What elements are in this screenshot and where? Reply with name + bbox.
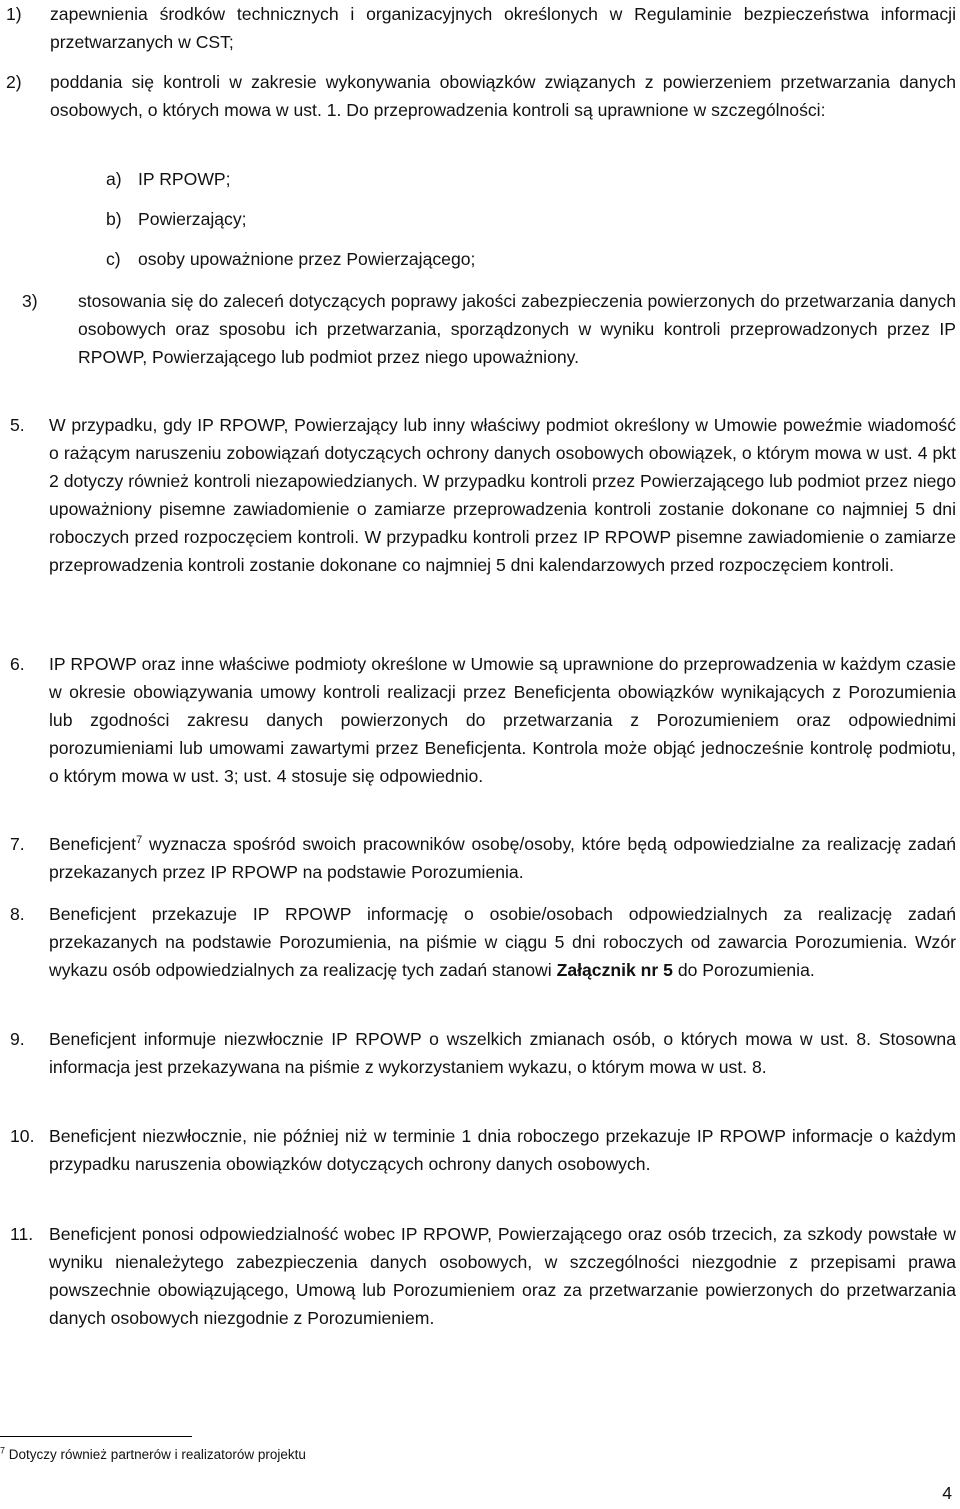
paragraph-number: 8. — [10, 904, 25, 924]
paragraph-8 — [0, 900, 956, 984]
item-text: zapewnienia środków technicznych i organizacyjnych określonych w Regulaminie bezpieczeństwa informacji przetwarzanych w CST; — [50, 4, 956, 52]
paragraph-number: 7. — [10, 834, 25, 854]
item-number: 3) — [22, 291, 38, 311]
footnote-separator — [0, 1436, 192, 1437]
sub-item-text: IP RPOWP; — [138, 169, 231, 189]
paragraph-number: 5. — [10, 415, 25, 435]
sub-item-text: Powierzający; — [138, 209, 247, 229]
text-run: Beneficjent przekazuje IP RPOWP informację o osobie/osobach odpowiedzialnych za realizację zadań przekazanych na podstawie Porozumienia, na piśmie w ciągu 5 dni roboczych od zawarcia Porozumienia. Wzór wykazu osób odpowiedzialnych za realizację tych zadań stanowi — [49, 904, 956, 980]
sub-item-text: osoby upoważnione przez Powierzającego; — [138, 249, 476, 269]
item-number: 2) — [6, 72, 22, 92]
list-item-2 — [0, 68, 956, 124]
paragraph-9 — [0, 1025, 956, 1081]
text-run: Beneficjent — [49, 834, 137, 854]
paragraph-number: 9. — [10, 1029, 25, 1049]
list-item-1 — [0, 0, 956, 56]
paragraph-number: 6. — [10, 654, 25, 674]
sub-item-a — [106, 165, 231, 193]
text-run: do Porozumienia. — [672, 960, 815, 980]
paragraph-text: IP RPOWP oraz inne właściwe podmioty określone w Umowie są uprawnione do przeprowadzenia w każdym czasie w okresie obowiązywania umowy kontroli realizacji przez Beneficjenta obowiązków wynikających z Porozumienia lub zgodności zakresu danych powierzonych do przetwarzania z Porozumieniem oraz odpowiednimi porozumieniami lub umowami zawartymi przez Beneficjenta. Kontrola może objąć jednocześnie kontrolę podmiotu, o którym mowa w ust. 3; ust. 4 stosuje się odpowiednio. — [49, 654, 956, 786]
footnote-marker: 7 — [0, 1445, 6, 1456]
item-number: 1) — [6, 4, 22, 24]
paragraph-6 — [0, 650, 956, 790]
text-run: wyznacza spośród swoich pracowników osobę/osoby, które będą odpowiedzialne za realizację zadań przekazanych przez IP RPOWP na podstawie Porozumienia. — [49, 834, 956, 882]
paragraph-10 — [0, 1122, 956, 1178]
page-number: 4 — [942, 1483, 952, 1503]
sub-item-letter: a) — [106, 169, 122, 189]
footnote-reference[interactable]: 7 — [136, 834, 143, 847]
paragraph-text: Beneficjent informuje niezwłocznie IP RPOWP o wszelkich zmianach osób, o których mowa w ust. 8. Stosowna informacja jest przekazywana na piśmie z wykorzystaniem wykazu, o którym mowa w ust. 8. — [49, 1029, 956, 1077]
sub-item-letter: b) — [106, 209, 122, 229]
paragraph-text: Beneficjent ponosi odpowiedzialność wobec IP RPOWP, Powierzającego oraz osób trzecich, za szkody powstałe w wyniku nienależytego zabezpieczenia danych osobowych, w szczególności niezgodnie z przepisami prawa powszechnie obowiązującego, Umową lub Porozumieniem oraz za przetwarzanie powierzonych do przetwarzania danych osobowych niezgodnie z Porozumieniem. — [49, 1224, 956, 1328]
paragraph-text — [0, 830, 956, 886]
paragraph-text — [0, 900, 956, 984]
paragraph-number: 11. — [10, 1224, 34, 1244]
sub-item-letter: c) — [106, 249, 121, 269]
footnote-text: Dotyczy również partnerów i realizatorów projektu — [8, 1447, 306, 1462]
attachment-reference: Załącznik nr 5 — [556, 960, 673, 980]
paragraph-11 — [0, 1220, 956, 1332]
footnote — [0, 1446, 306, 1464]
sub-item-b — [106, 205, 247, 233]
sub-item-c — [106, 245, 475, 273]
paragraph-5 — [0, 411, 956, 579]
paragraph-text: W przypadku, gdy IP RPOWP, Powierzający lub inny właściwy podmiot określony w Umowie poweźmie wiadomość o rażącym naruszeniu zobowiązań dotyczących ochrony danych osobowych obowiązek, o którym mowa w ust. 4 pkt 2 dotyczy również kontroli niezapowiedzianych. W przypadku kontroli przez Powierzającego lub podmiot przez niego upoważniony pisemne zawiadomienie o zamiarze przeprowadzenia kontroli zostanie dokonane co najmniej 5 dni roboczych przed rozpoczęciem kontroli. W przypadku kontroli przez IP RPOWP pisemne zawiadomienie o zamiarze przeprowadzenia kontroli zostanie dokonane co najmniej 5 dni kalendarzowych przed rozpoczęciem kontroli. — [49, 415, 956, 575]
paragraph-number: 10. — [10, 1126, 35, 1146]
item-text: poddania się kontroli w zakresie wykonywania obowiązków związanych z powierzeniem przetwarzania danych osobowych, o których mowa w ust. 1. Do przeprowadzenia kontroli są uprawnione w szczególności: — [50, 72, 956, 120]
paragraph-7 — [0, 830, 956, 886]
list-item-3 — [0, 287, 956, 371]
paragraph-text: Beneficjent niezwłocznie, nie później niż w terminie 1 dnia roboczego przekazuje IP RPOWP informacje o każdym przypadku naruszenia obowiązków dotyczących ochrony danych osobowych. — [49, 1126, 956, 1174]
item-text: stosowania się do zaleceń dotyczących poprawy jakości zabezpieczenia powierzonych do przetwarzania danych osobowych oraz sposobu ich przetwarzania, sporządzonych w wyniku kontroli przeprowadzonych przez IP RPOWP, Powierzającego lub podmiot przez niego upoważniony. — [78, 291, 956, 367]
